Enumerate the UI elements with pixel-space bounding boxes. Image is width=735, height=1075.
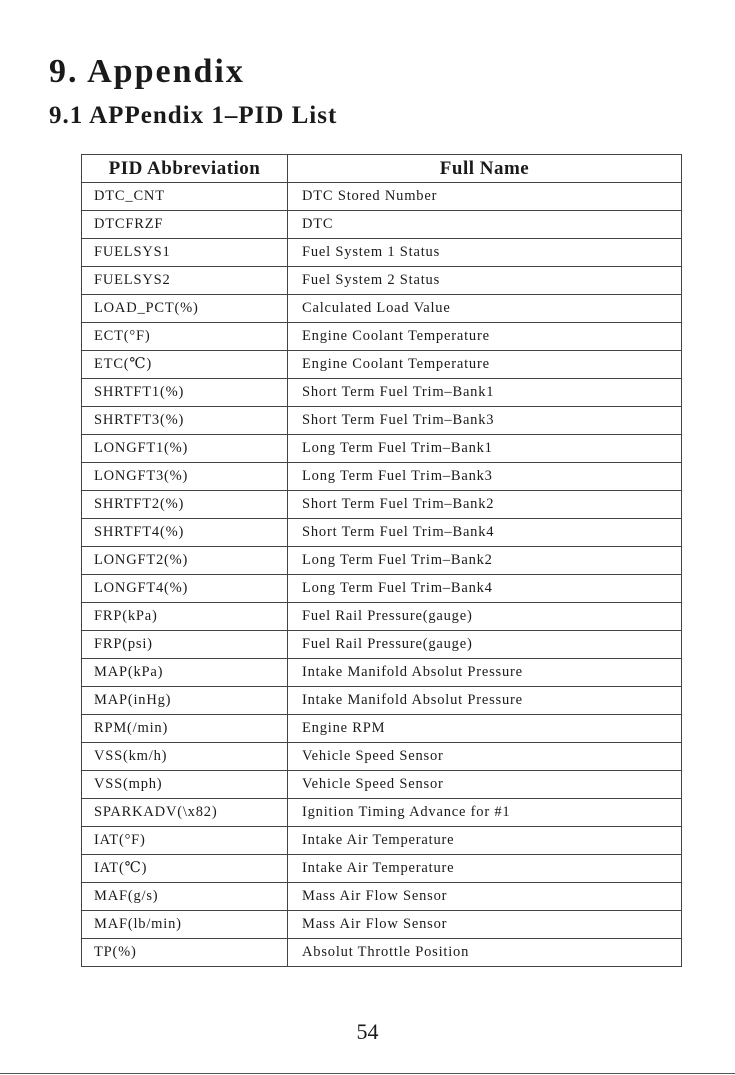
table-row bbox=[82, 715, 682, 743]
pid-abbreviation-cell: SPARKADV(\x82) bbox=[82, 799, 288, 827]
pid-full-name-cell: Fuel System 1 Status bbox=[288, 239, 682, 267]
pid-abbreviation-cell: TP(%) bbox=[82, 939, 288, 967]
table-row bbox=[82, 603, 682, 631]
pid-full-name-cell: Engine RPM bbox=[288, 715, 682, 743]
column-header-abbreviation: PID Abbreviation bbox=[82, 155, 288, 183]
table-row bbox=[82, 239, 682, 267]
table-row bbox=[82, 435, 682, 463]
column-header-full-name: Full Name bbox=[288, 155, 682, 183]
pid-abbreviation-cell: IAT(℃) bbox=[82, 855, 288, 883]
footer-rule bbox=[0, 1073, 735, 1074]
pid-full-name-cell: Mass Air Flow Sensor bbox=[288, 911, 682, 939]
pid-abbreviation-cell: ECT(°F) bbox=[82, 323, 288, 351]
pid-full-name-cell: Fuel Rail Pressure(gauge) bbox=[288, 603, 682, 631]
pid-full-name-cell: Long Term Fuel Trim–Bank4 bbox=[288, 575, 682, 603]
pid-full-name-cell: Intake Air Temperature bbox=[288, 855, 682, 883]
pid-abbreviation-cell: SHRTFT3(%) bbox=[82, 407, 288, 435]
pid-full-name-cell: Long Term Fuel Trim–Bank1 bbox=[288, 435, 682, 463]
table-row bbox=[82, 911, 682, 939]
table-row bbox=[82, 687, 682, 715]
table-row bbox=[82, 407, 682, 435]
pid-full-name-cell: Engine Coolant Temperature bbox=[288, 323, 682, 351]
table-row bbox=[82, 183, 682, 211]
table-row bbox=[82, 743, 682, 771]
pid-abbreviation-cell: LONGFT1(%) bbox=[82, 435, 288, 463]
table-row bbox=[82, 463, 682, 491]
table-row bbox=[82, 519, 682, 547]
pid-abbreviation-cell: DTC_CNT bbox=[82, 183, 288, 211]
table-row bbox=[82, 827, 682, 855]
table-header-row bbox=[82, 155, 682, 183]
pid-full-name-cell: Long Term Fuel Trim–Bank3 bbox=[288, 463, 682, 491]
table-row bbox=[82, 883, 682, 911]
pid-full-name-cell: Short Term Fuel Trim–Bank1 bbox=[288, 379, 682, 407]
section-heading: 9.1 APPendix 1–PID List bbox=[49, 102, 338, 129]
table-row bbox=[82, 323, 682, 351]
pid-full-name-cell: Vehicle Speed Sensor bbox=[288, 771, 682, 799]
table-row bbox=[82, 631, 682, 659]
pid-full-name-cell: Absolut Throttle Position bbox=[288, 939, 682, 967]
pid-full-name-cell: Short Term Fuel Trim–Bank3 bbox=[288, 407, 682, 435]
pid-abbreviation-cell: MAF(g/s) bbox=[82, 883, 288, 911]
pid-full-name-cell: DTC bbox=[288, 211, 682, 239]
table-row bbox=[82, 659, 682, 687]
pid-abbreviation-cell: VSS(km/h) bbox=[82, 743, 288, 771]
pid-abbreviation-cell: MAP(kPa) bbox=[82, 659, 288, 687]
pid-full-name-cell: Calculated Load Value bbox=[288, 295, 682, 323]
table-row bbox=[82, 547, 682, 575]
pid-full-name-cell: Short Term Fuel Trim–Bank4 bbox=[288, 519, 682, 547]
pid-abbreviation-cell: SHRTFT1(%) bbox=[82, 379, 288, 407]
pid-full-name-cell: Long Term Fuel Trim–Bank2 bbox=[288, 547, 682, 575]
table-row bbox=[82, 939, 682, 967]
pid-abbreviation-cell: FRP(psi) bbox=[82, 631, 288, 659]
table-row bbox=[82, 267, 682, 295]
pid-abbreviation-cell: IAT(°F) bbox=[82, 827, 288, 855]
pid-full-name-cell: Vehicle Speed Sensor bbox=[288, 743, 682, 771]
pid-full-name-cell: Engine Coolant Temperature bbox=[288, 351, 682, 379]
table-row bbox=[82, 771, 682, 799]
pid-full-name-cell: Short Term Fuel Trim–Bank2 bbox=[288, 491, 682, 519]
table-row bbox=[82, 211, 682, 239]
pid-abbreviation-cell: LOAD_PCT(%) bbox=[82, 295, 288, 323]
page-number: 54 bbox=[356, 1019, 379, 1044]
pid-abbreviation-cell: FRP(kPa) bbox=[82, 603, 288, 631]
pid-abbreviation-cell: LONGFT4(%) bbox=[82, 575, 288, 603]
pid-table bbox=[81, 154, 682, 967]
pid-abbreviation-cell: RPM(/min) bbox=[82, 715, 288, 743]
pid-abbreviation-cell: SHRTFT2(%) bbox=[82, 491, 288, 519]
table-row bbox=[82, 799, 682, 827]
table-body bbox=[82, 183, 682, 967]
pid-full-name-cell: Intake Manifold Absolut Pressure bbox=[288, 687, 682, 715]
pid-full-name-cell: Intake Manifold Absolut Pressure bbox=[288, 659, 682, 687]
pid-abbreviation-cell: ETC(℃) bbox=[82, 351, 288, 379]
table-row bbox=[82, 295, 682, 323]
table-row bbox=[82, 855, 682, 883]
pid-full-name-cell: Mass Air Flow Sensor bbox=[288, 883, 682, 911]
table-row bbox=[82, 379, 682, 407]
pid-abbreviation-cell: DTCFRZF bbox=[82, 211, 288, 239]
table-row bbox=[82, 491, 682, 519]
pid-abbreviation-cell: FUELSYS2 bbox=[82, 267, 288, 295]
pid-abbreviation-cell: MAP(inHg) bbox=[82, 687, 288, 715]
pid-abbreviation-cell: SHRTFT4(%) bbox=[82, 519, 288, 547]
pid-full-name-cell: Intake Air Temperature bbox=[288, 827, 682, 855]
pid-full-name-cell: Ignition Timing Advance for #1 bbox=[288, 799, 682, 827]
pid-abbreviation-cell: LONGFT2(%) bbox=[82, 547, 288, 575]
pid-full-name-cell: Fuel System 2 Status bbox=[288, 267, 682, 295]
table-row bbox=[82, 351, 682, 379]
pid-abbreviation-cell: MAF(lb/min) bbox=[82, 911, 288, 939]
pid-full-name-cell: Fuel Rail Pressure(gauge) bbox=[288, 631, 682, 659]
pid-abbreviation-cell: LONGFT3(%) bbox=[82, 463, 288, 491]
pid-abbreviation-cell: VSS(mph) bbox=[82, 771, 288, 799]
pid-full-name-cell: DTC Stored Number bbox=[288, 183, 682, 211]
table-row bbox=[82, 575, 682, 603]
pid-abbreviation-cell: FUELSYS1 bbox=[82, 239, 288, 267]
page-heading: 9. Appendix bbox=[49, 53, 245, 90]
